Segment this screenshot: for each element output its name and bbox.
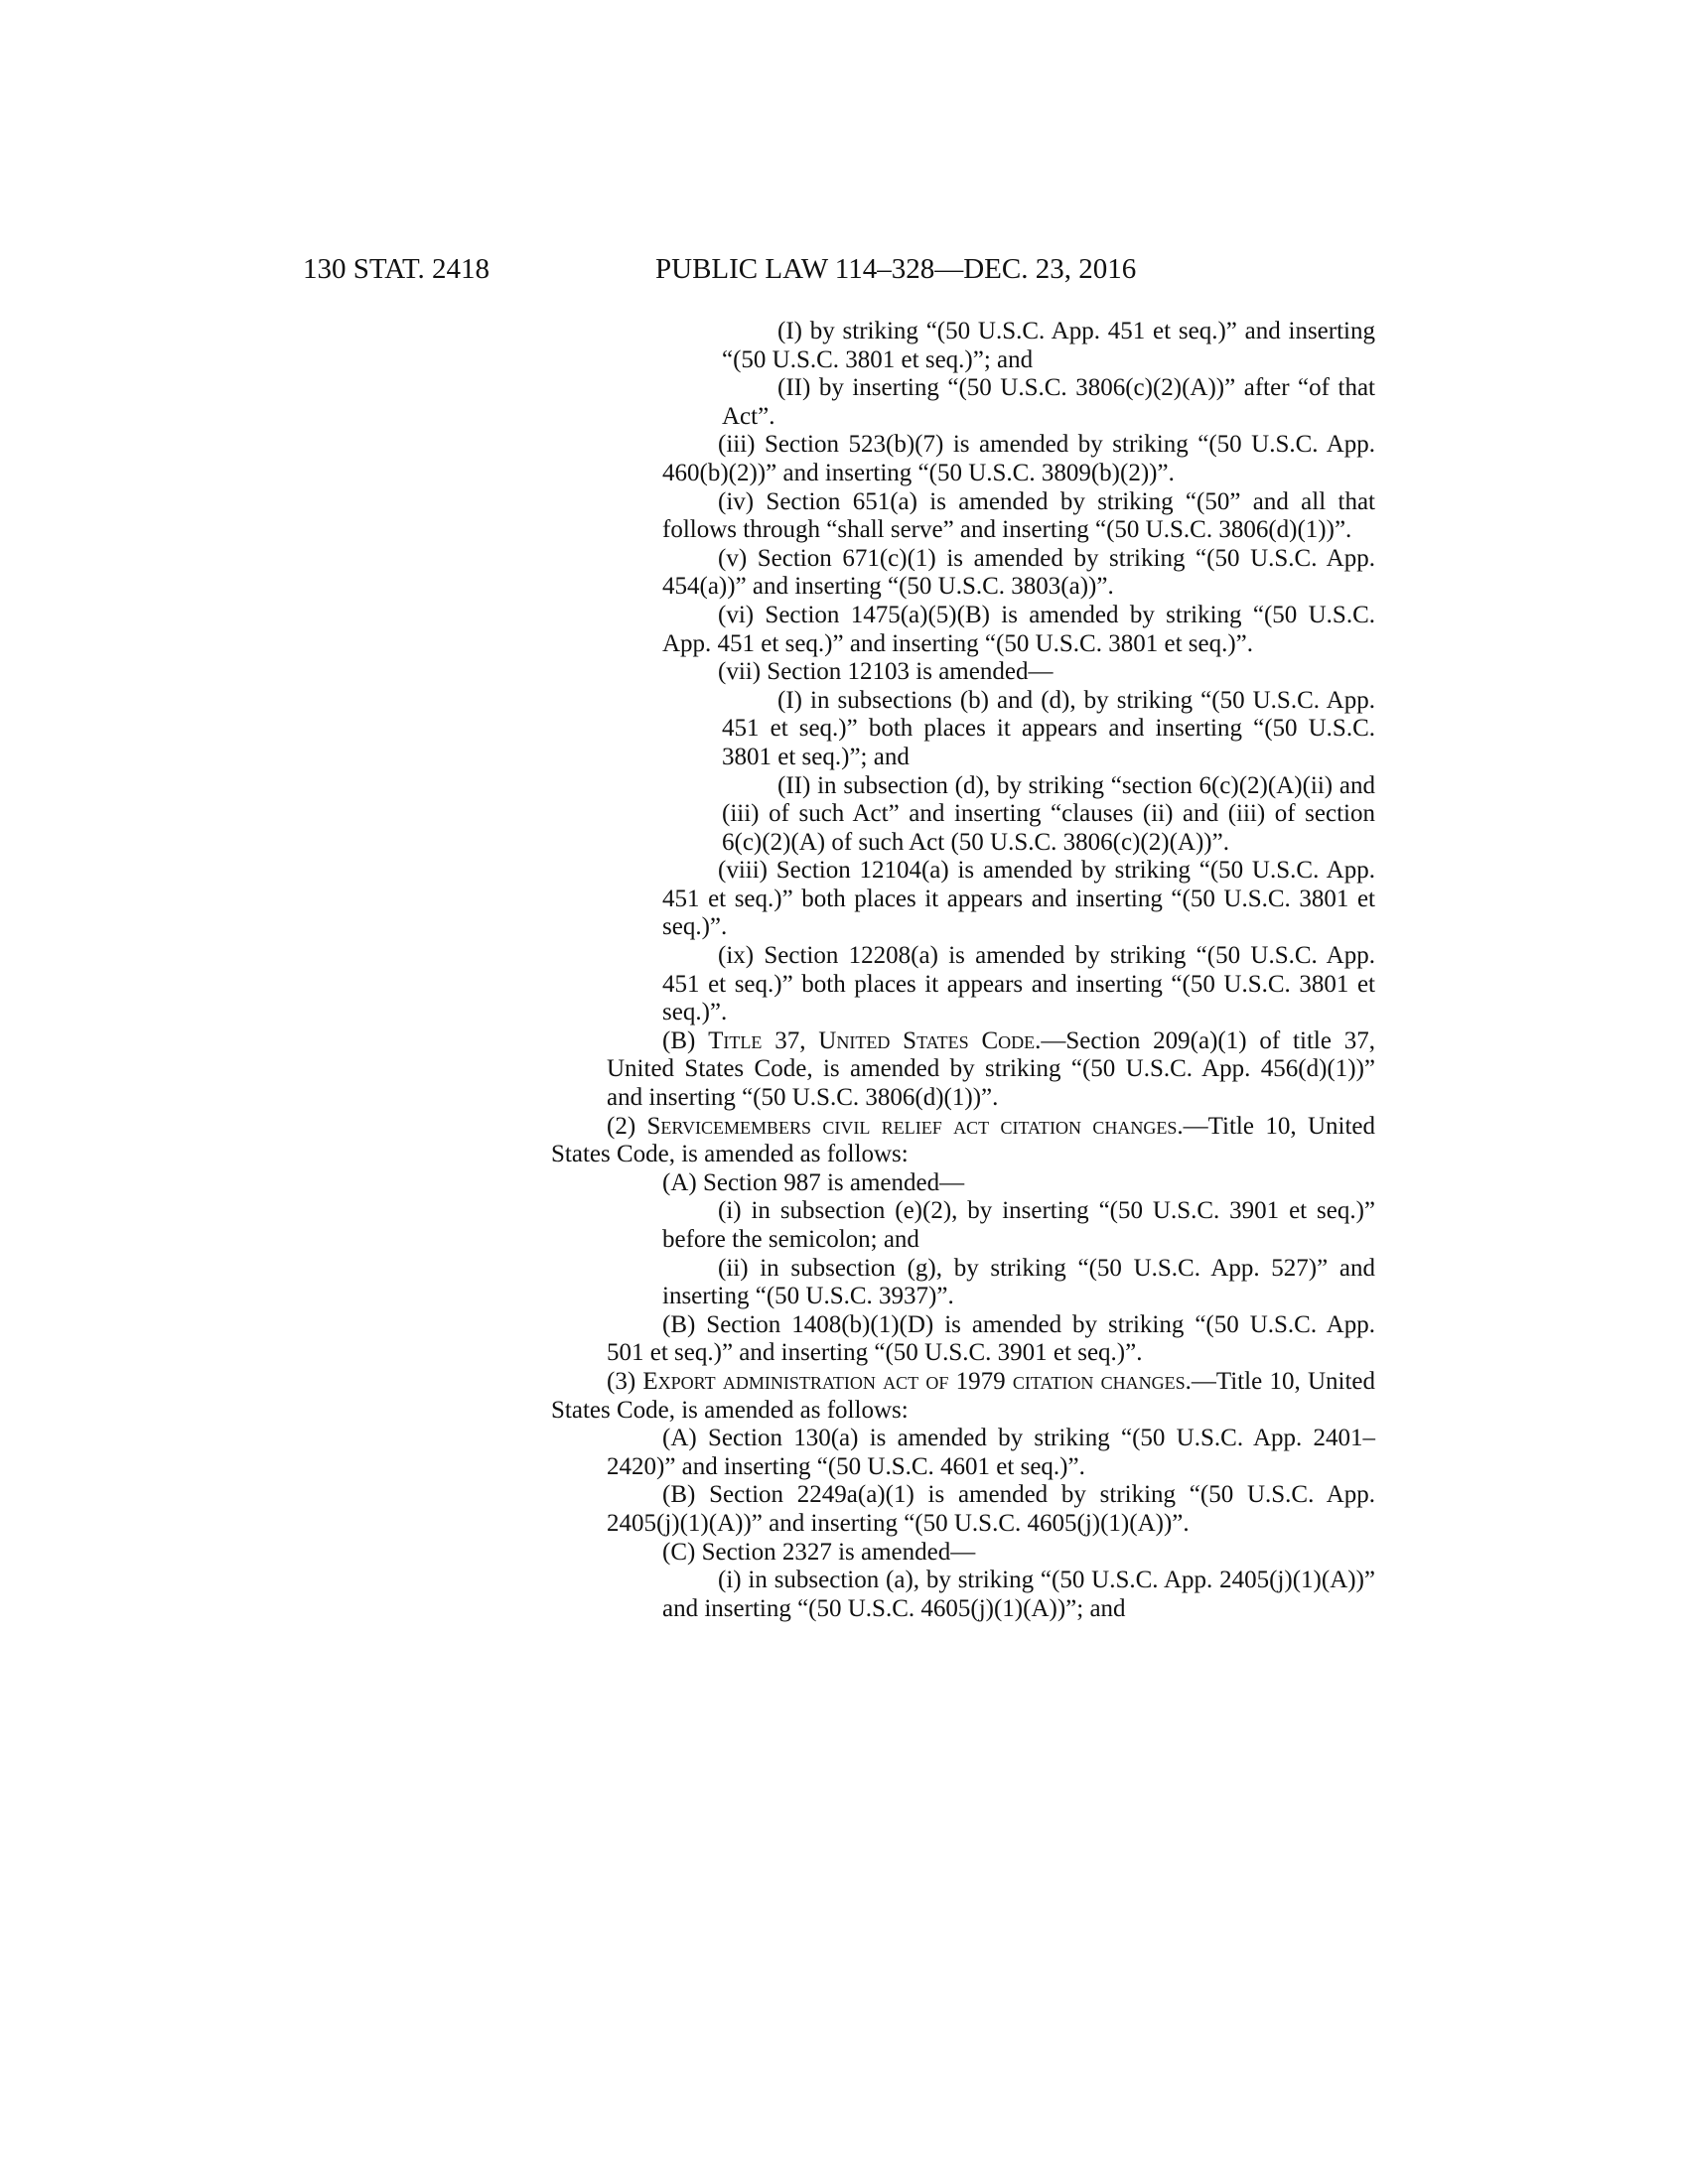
paragraph: (v) Section 671(c)(1) is amended by striking “(50 U.S.C. App. 454(a))” and inserting “(50 U.S.C. 3803(a))”.	[662, 544, 1375, 601]
paragraph: (II) by inserting “(50 U.S.C. 3806(c)(2)(A))” after “of that Act”.	[722, 374, 1375, 430]
statute-page-number: 130 STAT. 2418	[303, 253, 491, 285]
paragraph-lead: (B)	[662, 1026, 709, 1054]
paragraph-text: .—Section 209(a)(1) of title 37, United States Code, is amended by striking “(50 U.S.C. App. 456(d)(1))” and inserting “(50 U.S.C. 3806(d)(1))”.	[607, 1026, 1376, 1112]
paragraph-text: .—Title 10, United States Code, is amended as follows:	[551, 1367, 1375, 1424]
paragraph: (ii) in subsection (g), by striking “(50 U.S.C. App. 527)” and inserting “(50 U.S.C. 3937)”.	[662, 1254, 1375, 1310]
paragraph	[551, 1113, 1375, 1169]
paragraph: (iii) Section 523(b)(7) is amended by striking “(50 U.S.C. App. 460(b)(2))” and inserting “(50 U.S.C. 3809(b)(2))”.	[662, 431, 1375, 486]
paragraph-lead: (3)	[607, 1367, 643, 1395]
paragraph	[607, 1027, 1375, 1113]
document-body	[551, 318, 1375, 1623]
paragraph: (iv) Section 651(a) is amended by striking “(50” and all that follows through “shall serve” and inserting “(50 U.S.C. 3806(d)(1))”.	[662, 487, 1375, 544]
paragraph: (B) Section 1408(b)(1)(D) is amended by striking “(50 U.S.C. App. 501 et seq.)” and inserting “(50 U.S.C. 3901 et seq.)”.	[607, 1310, 1375, 1367]
paragraph: (A) Section 130(a) is amended by striking “(50 U.S.C. App. 2401–2420)” and inserting “(50 U.S.C. 4601 et seq.)”.	[607, 1425, 1375, 1480]
paragraph: (viii) Section 12104(a) is amended by striking “(50 U.S.C. App. 451 et seq.)” both places it appears and inserting “(50 U.S.C. 3801 et seq.)”.	[662, 857, 1375, 941]
running-title: PUBLIC LAW 114–328—DEC. 23, 2016	[655, 253, 1137, 285]
page-header	[0, 252, 1688, 292]
paragraph: (B) Section 2249a(a)(1) is amended by striking “(50 U.S.C. App. 2405(j)(1)(A))” and inserting “(50 U.S.C. 4605(j)(1)(A))”.	[607, 1481, 1375, 1537]
paragraph-heading: Title 37, United States Code	[708, 1026, 1036, 1054]
paragraph: (ix) Section 12208(a) is amended by striking “(50 U.S.C. App. 451 et seq.)” both places it appears and inserting “(50 U.S.C. 3801 et seq.)”.	[662, 942, 1375, 1026]
paragraph-heading: Export administration act of 1979 citation changes	[642, 1367, 1186, 1395]
paragraph: (C) Section 2327 is amended—	[662, 1538, 976, 1566]
paragraph: (I) in subsections (b) and (d), by striking “(50 U.S.C. App. 451 et seq.)” both places it appears and inserting “(50 U.S.C. 3801 et seq.)”; and	[722, 686, 1375, 770]
paragraph-text: .—Title 10, United States Code, is amended as follows:	[551, 1112, 1375, 1168]
paragraph: (A) Section 987 is amended—	[662, 1168, 965, 1196]
paragraph: (i) in subsection (e)(2), by inserting “(50 U.S.C. 3901 et seq.)” before the semicolon; and	[662, 1197, 1375, 1253]
paragraph: (II) in subsection (d), by striking “section 6(c)(2)(A)(ii) and (iii) of such Act” and inserting “clauses (ii) and (iii) of section 6(c)(2)(A) of such Act (50 U.S.C. 3806(c)(2)(A))”.	[722, 771, 1375, 856]
paragraph-lead: (2)	[607, 1112, 647, 1140]
paragraph-heading: Servicemembers civil relief act citation changes	[646, 1112, 1178, 1140]
paragraph	[551, 1368, 1375, 1425]
paragraph: (vi) Section 1475(a)(5)(B) is amended by striking “(50 U.S.C. App. 451 et seq.)” and inserting “(50 U.S.C. 3801 et seq.)”.	[662, 601, 1375, 657]
paragraph: (vii) Section 12103 is amended—	[718, 658, 1054, 686]
paragraph: (i) in subsection (a), by striking “(50 U.S.C. App. 2405(j)(1)(A))” and inserting “(50 U.S.C. 4605(j)(1)(A))”; and	[662, 1567, 1375, 1622]
paragraph: (I) by striking “(50 U.S.C. App. 451 et seq.)” and inserting “(50 U.S.C. 3801 et seq.)”; and	[722, 318, 1375, 373]
